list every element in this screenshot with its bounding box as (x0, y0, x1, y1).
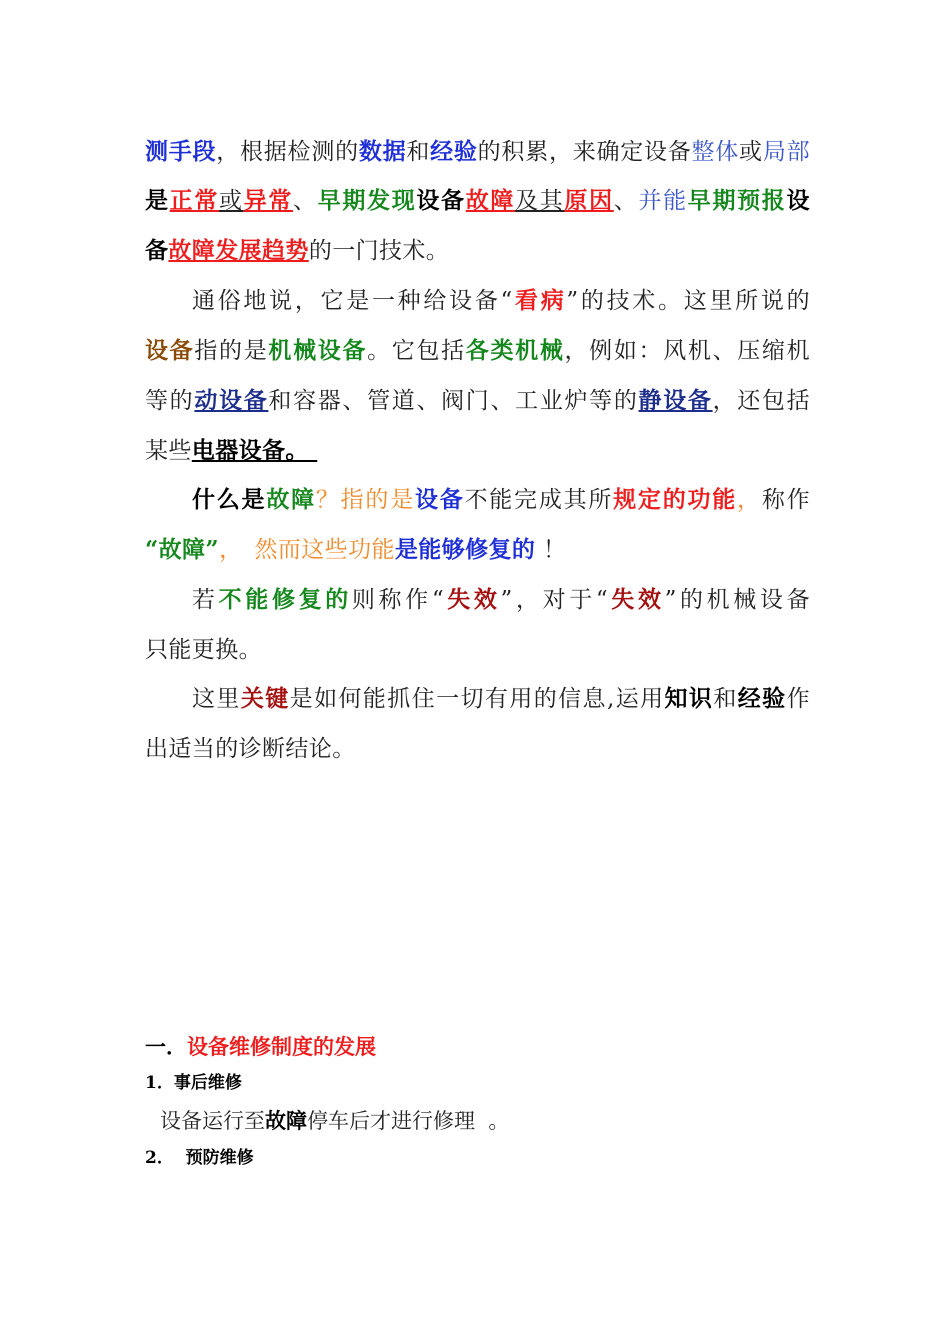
text-span: 通俗地说，它是一种给设备“ (192, 288, 513, 314)
text-span: 原因 (564, 187, 614, 214)
section-title: 设备维修制度的发展 (187, 1034, 376, 1059)
text-span: ，根据检测的 (216, 139, 359, 165)
para1-line1 (145, 137, 810, 167)
text-span: ，还包括 (712, 388, 810, 414)
text-span: ， (219, 537, 243, 563)
text-span: 失效 (608, 586, 665, 613)
text-span: 不能修复的 (218, 586, 352, 613)
text-span: 规定的功能 (613, 486, 738, 513)
text-span: 设备 (416, 187, 466, 214)
text-span: 和 (713, 686, 738, 712)
text-span: 及其 (515, 188, 565, 214)
para3-line1 (192, 485, 810, 515)
text-span: 然而这些功能 (254, 537, 395, 563)
text-span: ！ (535, 537, 567, 563)
para2-line4 (145, 436, 810, 466)
para2-line1 (192, 286, 810, 316)
text-span: 整体 (691, 139, 740, 165)
text-span: 设备 (414, 486, 465, 513)
text-span: 等的 (145, 388, 195, 414)
text-span: 设 (786, 187, 810, 214)
para2-line2 (145, 336, 810, 366)
section-heading (145, 1033, 376, 1061)
text-span: 和 (406, 139, 431, 165)
text-span: 的积累，来确定设备 (477, 139, 692, 165)
text-span: 异常 (243, 187, 294, 214)
text-span: 故障 (266, 486, 316, 513)
text-span: 称作 (761, 487, 810, 513)
text-span: 并能 (638, 188, 688, 214)
text-span: 故障 (465, 187, 516, 214)
text-span: 数据 (358, 138, 407, 165)
text-span: 设备运行至 (160, 1109, 265, 1133)
text-span: 备 (145, 237, 169, 264)
para1-line2 (145, 186, 810, 216)
text-span: 是如何能抓住一切有用的信息,运用 (289, 686, 665, 712)
text-span: 经验 (737, 685, 787, 712)
para2-line3 (145, 386, 810, 416)
text-span: 、 (613, 188, 639, 214)
text-span: 停车后才进行修理 (307, 1109, 482, 1133)
text-span: 知识 (664, 685, 714, 712)
text-span: 局部 (762, 139, 810, 165)
text-span: 故障 (265, 1108, 307, 1133)
text-span: 失效 (444, 586, 501, 613)
text-span: 、 (293, 188, 318, 214)
para3-line2 (145, 535, 810, 565)
text-span: ”的技术。这里所说的 (566, 288, 810, 314)
text-span: 电器设备。 (191, 437, 318, 464)
text-span: 是能够修复的 (394, 536, 536, 563)
text-span: 关键 (240, 685, 290, 712)
text-span: 只能更换。 (145, 637, 262, 663)
para5-line1 (192, 684, 810, 714)
text-span: 这里 (192, 686, 241, 712)
text-span: 的一门技术。 (308, 238, 450, 264)
subheading-1: 1．事后维修 (145, 1073, 242, 1093)
text-span: 设备 (145, 337, 195, 364)
text-span: 经验 (430, 138, 478, 165)
text-span: 作 (786, 686, 810, 712)
text-span: “故障” (145, 536, 220, 563)
text-span: 和容器、管道、阀门、工业炉等的 (268, 388, 639, 414)
text-span: 故障发展趋势 (168, 237, 309, 264)
text-span: 早期预报 (687, 187, 787, 214)
para1-line3 (145, 236, 810, 266)
text-span: 则称作“ (351, 587, 444, 613)
text-span: 。 (481, 1109, 510, 1133)
para5-line2 (145, 734, 810, 764)
text-span: 动设备 (194, 387, 269, 414)
text-span: 早期发现 (317, 187, 417, 214)
text-span: 。它包括 (367, 338, 466, 364)
para4-line2 (145, 635, 810, 665)
text-span: ”的机械设备 (664, 587, 810, 613)
text-span: ， (737, 487, 762, 513)
text-span: 出适当的诊断结论。 (145, 736, 356, 762)
text-span: 测手段 (145, 138, 217, 165)
text-span: 不能完成其所 (464, 487, 614, 513)
text-span: 或 (739, 139, 763, 165)
subsection-1-text (160, 1107, 509, 1135)
para4-line1 (192, 585, 810, 615)
text-span: 指的是 (194, 338, 269, 364)
text-span: 看病 (512, 287, 567, 314)
text-span: 是 (145, 187, 170, 214)
text-span: 什么是 (192, 486, 267, 513)
subheading-2: 2． 预防维修 (145, 1148, 254, 1168)
text-span: 各类机械 (465, 337, 565, 364)
text-span: 机械设备 (268, 337, 368, 364)
text-span: 正常 (169, 187, 220, 214)
text-span: 某些 (145, 438, 192, 464)
text-span: ，例如：风机、压缩机 (564, 338, 810, 364)
text-span: ？指的是 (315, 487, 415, 513)
text-span: 或 (219, 188, 244, 214)
text-span: 若 (192, 587, 219, 613)
section-number: 一． (145, 1034, 187, 1059)
text-span: 静设备 (638, 387, 713, 414)
text-span: ”，对于“ (500, 587, 609, 613)
